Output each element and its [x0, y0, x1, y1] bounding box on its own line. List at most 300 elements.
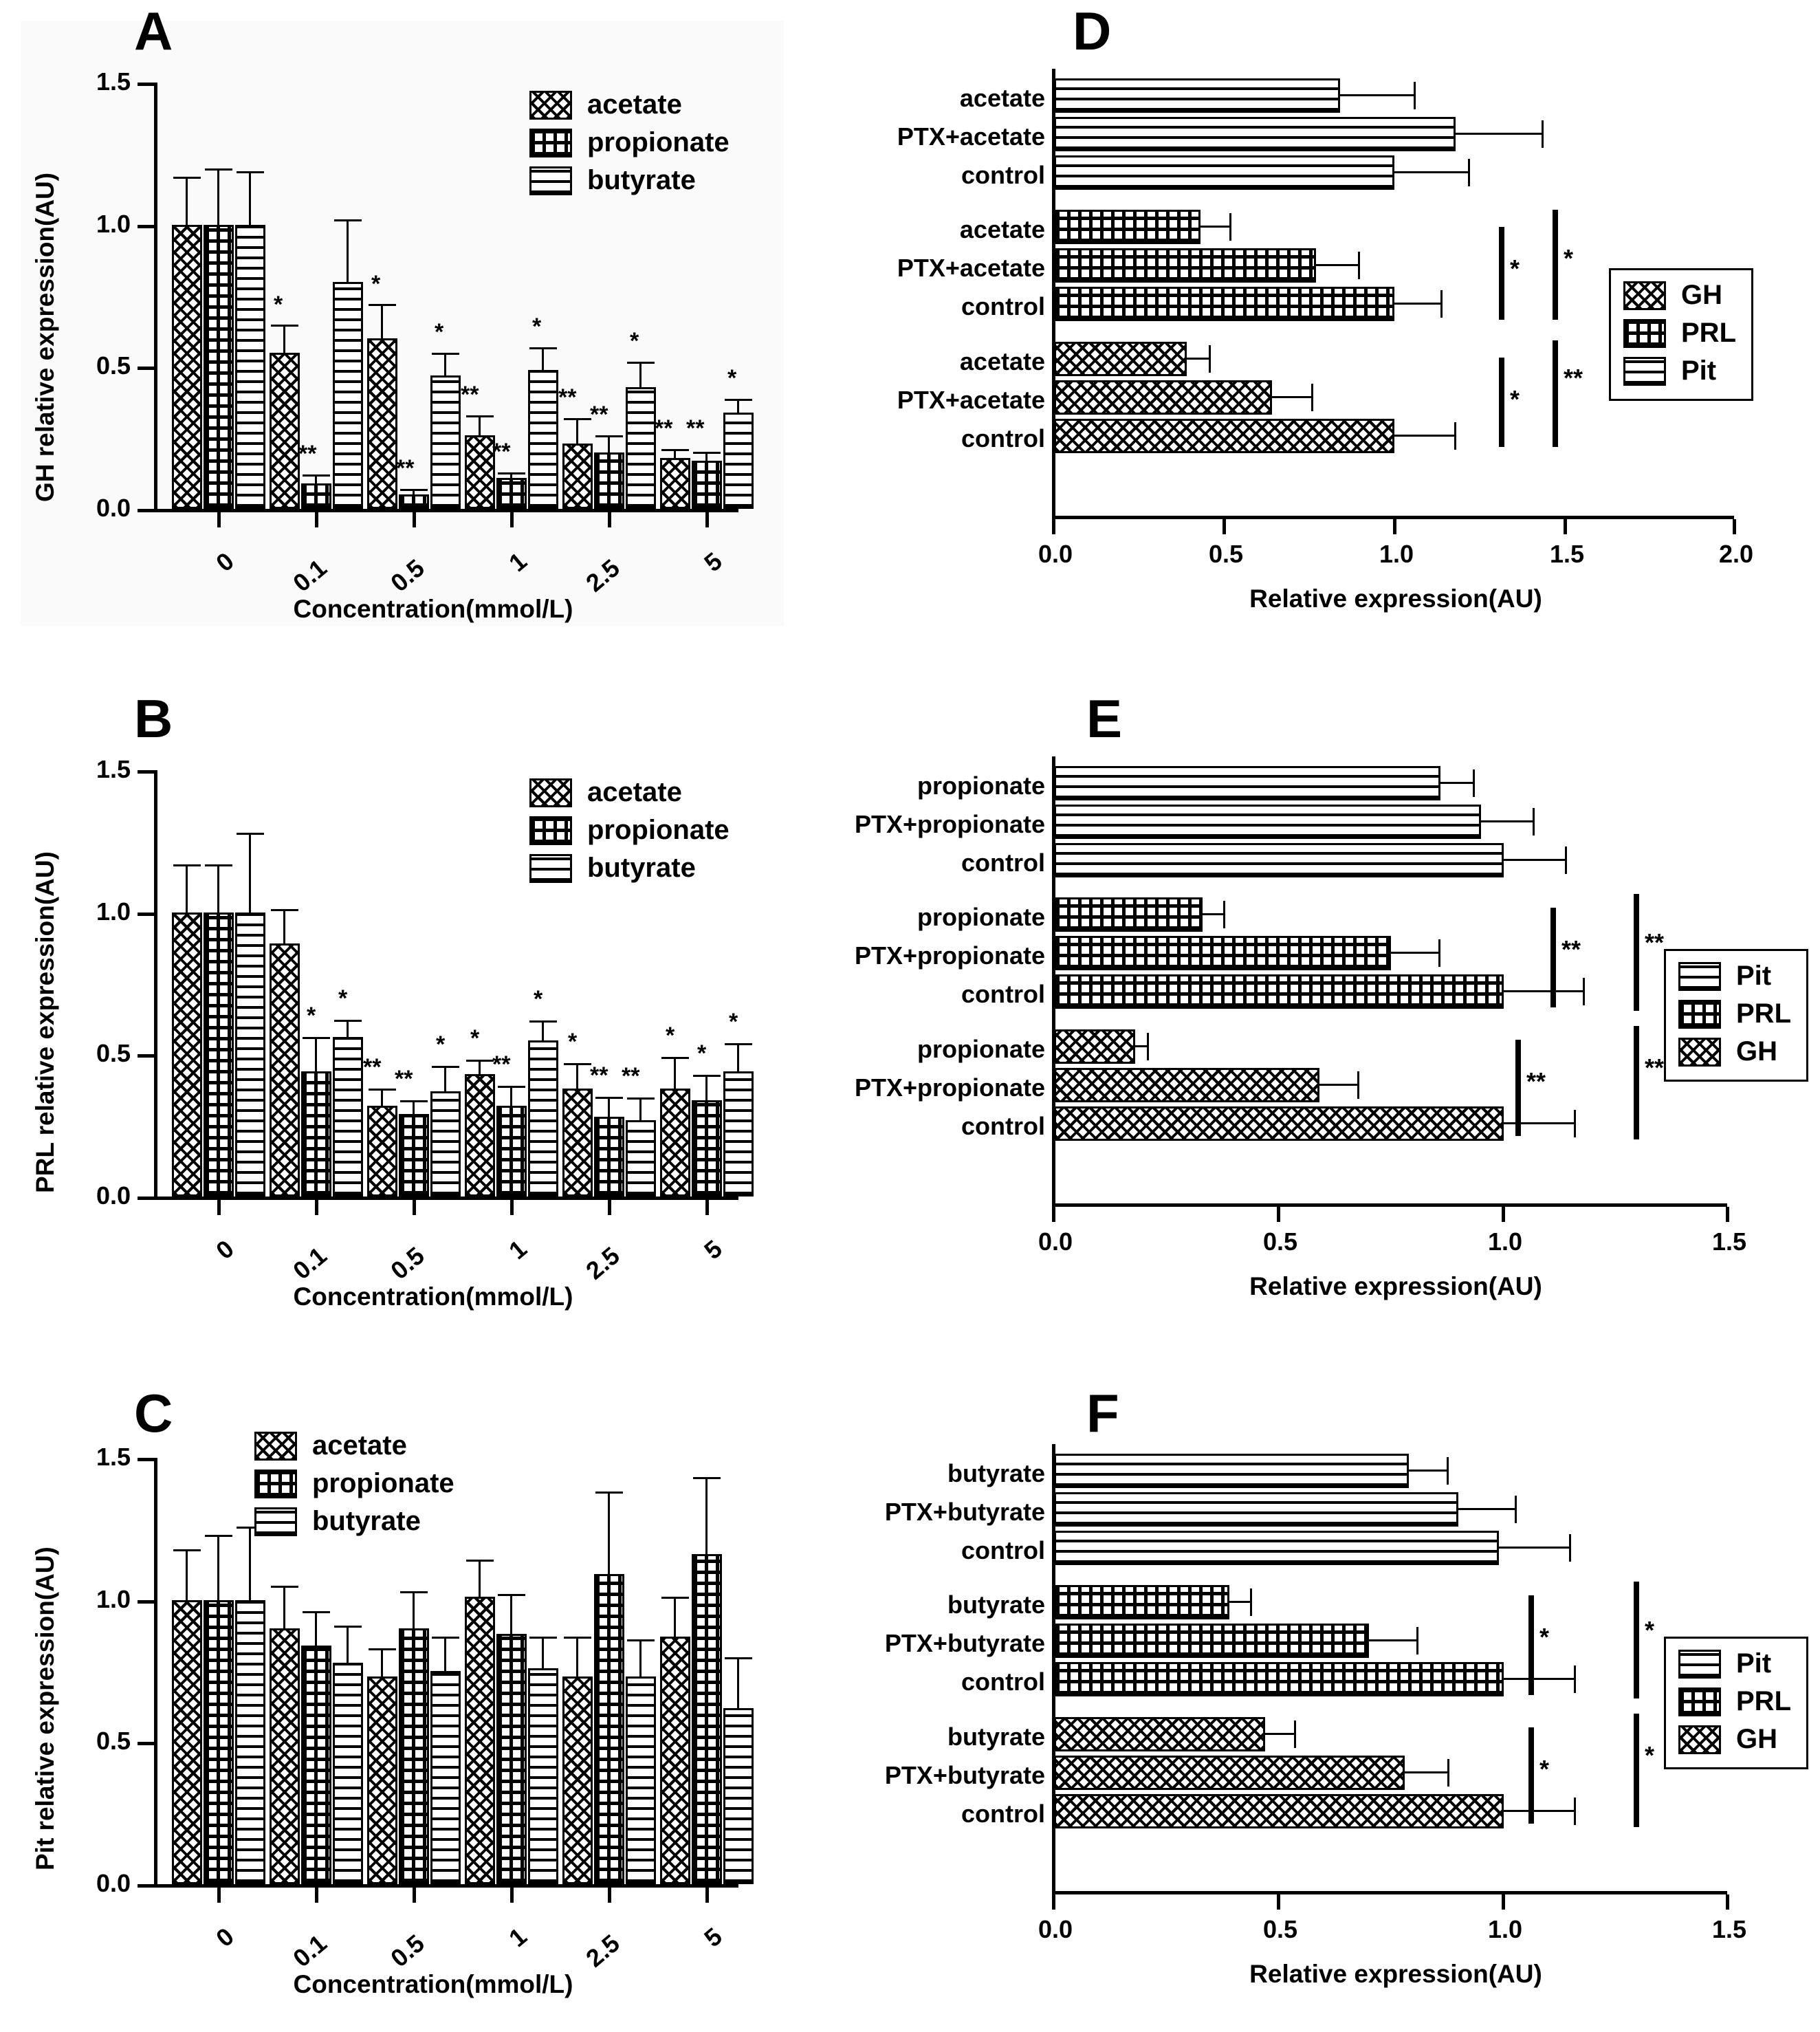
hbar-prl-butyrate: [1054, 1585, 1229, 1619]
errorbar: [217, 864, 219, 913]
legend-swatch-acetate: [529, 91, 572, 120]
panel-a-ylabel: GH relative expression(AU): [31, 172, 59, 502]
bar-butyrate-0: [235, 1600, 265, 1884]
panel-c-xtick: [608, 1888, 611, 1903]
panel-a-xtick-label: 0.5: [385, 553, 430, 598]
bar-acetate-0: [172, 913, 202, 1197]
panel-b-yaxis: [154, 770, 157, 1197]
legend-item-prl: [1678, 998, 1791, 1029]
hbar-gh-ptx-acetate: [1054, 380, 1272, 415]
legend-item-prl: [1623, 318, 1736, 349]
bar-propionate-0: [204, 913, 234, 1197]
panel-c-xaxis: [154, 1884, 738, 1888]
panel-a-letter: A: [134, 1, 173, 61]
panel-c-xtick-label: 1: [503, 1921, 532, 1953]
bar-butyrate-2: [430, 1091, 461, 1197]
errorbar-cap: [237, 171, 264, 173]
sig-marker: *: [1510, 385, 1520, 413]
hbar-label: PTX+butyrate: [884, 1498, 1045, 1526]
hbar-prl-propionate: [1054, 897, 1203, 932]
errorbar: [1272, 396, 1313, 398]
panel-c-xlabel: Concentration(mmol/L): [293, 1970, 573, 1998]
errorbar-cap: [564, 418, 591, 420]
errorbar: [347, 1020, 349, 1037]
bar-acetate-4: [562, 444, 593, 509]
panel-a-ytick: [138, 225, 155, 228]
bar-acetate-5: [660, 1637, 690, 1884]
legend-item-pit: [1623, 356, 1736, 386]
panel-b-xtick: [315, 1200, 318, 1215]
bar-butyrate-3: [528, 1040, 558, 1197]
sig-marker: **: [395, 1066, 413, 1092]
bar-propionate-1: [301, 483, 331, 509]
errorbar: [737, 1043, 739, 1071]
sig-marker: *: [1645, 1616, 1655, 1644]
errorbar-cap: [661, 449, 689, 451]
sig-marker: *: [697, 1040, 707, 1067]
errorbar: [705, 1075, 708, 1100]
hbar-prl-control: [1054, 1662, 1504, 1696]
hbar-label: control: [961, 1668, 1045, 1696]
panel-d-letter: D: [1073, 1, 1112, 61]
bar-propionate-3: [496, 1634, 527, 1884]
hbar-label: PTX+acetate: [897, 122, 1045, 151]
sig-marker: *: [534, 986, 543, 1012]
sig-marker: **: [1645, 928, 1665, 957]
panel-c-ytick: [138, 1884, 155, 1888]
legend-item-acetate: [254, 1430, 454, 1461]
hbar-label: PTX+butyrate: [884, 1761, 1045, 1789]
panel-b: [0, 688, 791, 1327]
legend-label-prl: PRL: [1736, 998, 1791, 1029]
hbar-label: propionate: [917, 903, 1045, 931]
errorbar: [1458, 1508, 1517, 1510]
hbar-label: control: [961, 980, 1045, 1008]
errorbar: [479, 415, 481, 435]
panel-e-xlabel: Relative expression(AU): [1249, 1272, 1542, 1300]
hbar-label: propionate: [917, 772, 1045, 800]
bar-acetate-1: [270, 1628, 300, 1884]
errorbar: [639, 362, 642, 387]
errorbar: [705, 1477, 708, 1554]
sig-marker: **: [298, 441, 317, 467]
panel-c-xtick: [413, 1888, 416, 1903]
hbar-label: butyrate: [947, 1591, 1045, 1619]
errorbar-cap: [303, 1611, 330, 1613]
bar-acetate-0: [172, 1600, 202, 1884]
legend-label-acetate: acetate: [312, 1430, 407, 1461]
errorbar-cap: [334, 1626, 362, 1628]
errorbar-cap: [432, 353, 459, 355]
errorbar: [381, 1648, 383, 1676]
significance-bar: [1634, 1026, 1639, 1139]
errorbar-cap: [661, 1597, 689, 1599]
sig-marker: *: [436, 1031, 446, 1058]
panel-a-ytick-label: 0.0: [96, 494, 131, 522]
sig-marker: **: [1564, 364, 1583, 392]
panel-c-xtick: [510, 1888, 514, 1903]
bar-propionate-4: [594, 1117, 624, 1197]
panel-c-yaxis: [154, 1458, 157, 1884]
sig-marker: *: [729, 1009, 738, 1035]
errorbar: [347, 1626, 349, 1663]
bar-acetate-4: [562, 1089, 593, 1197]
legend-label-prl: PRL: [1736, 1686, 1791, 1716]
errorbar: [1369, 1639, 1418, 1641]
panel-e-letter: E: [1086, 688, 1123, 749]
panel-c-ytick: [138, 1458, 155, 1461]
panel-d-xtick: [1393, 519, 1396, 534]
errorbar: [542, 1020, 544, 1040]
errorbar: [1481, 820, 1535, 822]
hbar-label: PTX+propionate: [854, 1073, 1045, 1102]
errorbar-cap: [400, 1591, 428, 1593]
bar-propionate-0: [204, 1600, 234, 1884]
panel-b-xtick-label: 0: [210, 1234, 239, 1265]
errorbar: [1265, 1733, 1296, 1735]
panel-e: [811, 688, 1820, 1327]
errorbar: [315, 1037, 317, 1071]
legend-item-acetate: [529, 89, 730, 120]
panel-b-xtick: [413, 1200, 416, 1215]
hbar-label: control: [961, 1112, 1045, 1140]
legend-item-gh: [1678, 1724, 1791, 1755]
bar-propionate-3: [496, 1106, 527, 1197]
legend-swatch-butyrate: [529, 166, 572, 195]
panel-c-ytick-label: 0.5: [96, 1727, 131, 1755]
errorbar-cap: [1416, 1627, 1418, 1654]
panel-a-xtick-label: 0: [210, 546, 239, 578]
errorbar-cap: [595, 1097, 623, 1099]
legend-swatch-pit: [1678, 962, 1721, 991]
bar-butyrate-1: [333, 282, 363, 509]
hbar-label: control: [961, 424, 1045, 452]
errorbar: [1504, 859, 1567, 861]
panel-c-xtick-label: 5: [699, 1921, 727, 1953]
errorbar-cap: [369, 1089, 396, 1091]
panel-d-xtick: [1564, 519, 1567, 534]
panel-b-letter: B: [134, 688, 173, 749]
hbar-label: control: [961, 161, 1045, 189]
bar-propionate-1: [301, 1071, 331, 1197]
errorbar-cap: [564, 1637, 591, 1639]
sig-marker: *: [568, 1029, 578, 1055]
sig-marker: *: [371, 271, 381, 297]
hbar-gh-ptx-butyrate: [1054, 1756, 1405, 1790]
bar-butyrate-4: [626, 387, 656, 509]
panel-d-xtick-label: 0.5: [1208, 540, 1244, 568]
errorbar-cap: [693, 1477, 721, 1479]
errorbar: [381, 1089, 383, 1106]
panel-c-ylabel: Pit relative expression(AU): [31, 1547, 59, 1870]
panel-b-ytick: [138, 913, 155, 916]
panel-a-ytick-label: 1.0: [96, 210, 131, 238]
panel-f-xlabel: Relative expression(AU): [1249, 1960, 1542, 1988]
bar-propionate-2: [399, 494, 429, 509]
errorbar-cap: [1357, 1071, 1359, 1099]
bar-propionate-0: [204, 225, 234, 509]
hbar-pit-control: [1054, 1531, 1499, 1565]
panel-a-xtick: [217, 512, 221, 527]
panel-f-xtick: [1277, 1894, 1280, 1910]
hbar-label: control: [961, 1800, 1045, 1828]
errorbar: [576, 418, 578, 444]
significance-bar: [1528, 1727, 1534, 1824]
errorbar-cap: [498, 472, 525, 474]
legend-item-gh: [1678, 1036, 1791, 1067]
panel-a-xtick: [705, 512, 709, 527]
hbar-pit-acetate: [1054, 78, 1340, 113]
sig-marker: **: [492, 439, 511, 465]
panel-a-xtick-label: 5: [699, 546, 727, 578]
errorbar-cap: [1440, 290, 1443, 318]
errorbar-cap: [271, 909, 298, 911]
errorbar: [542, 1637, 544, 1668]
panel-f-legend: [1664, 1637, 1808, 1769]
legend-label-butyrate: butyrate: [587, 853, 696, 883]
bar-acetate-4: [562, 1676, 593, 1884]
bar-acetate-3: [465, 1074, 495, 1197]
errorbar-cap: [1454, 422, 1456, 450]
errorbar: [1187, 358, 1211, 360]
sig-marker: *: [307, 1003, 316, 1029]
errorbar: [444, 1066, 446, 1091]
errorbar: [1394, 171, 1470, 173]
errorbar: [413, 1591, 415, 1628]
legend-swatch-acetate: [254, 1432, 297, 1461]
hbar-gh-acetate: [1054, 342, 1187, 376]
significance-bar: [1550, 908, 1556, 1007]
hbar-prl-ptx-propionate: [1054, 936, 1391, 970]
legend-label-gh: GH: [1736, 1036, 1777, 1067]
errorbar: [1405, 1771, 1449, 1773]
hbar-label: acetate: [959, 347, 1045, 375]
legend-item-butyrate: [529, 853, 730, 884]
errorbar: [347, 219, 349, 282]
panel-b-xlabel: Concentration(mmol/L): [293, 1282, 573, 1311]
bar-butyrate-5: [723, 1708, 754, 1884]
sig-marker: **: [1561, 935, 1581, 963]
panel-a-xtick: [608, 512, 611, 527]
sig-marker: **: [396, 455, 415, 481]
errorbar-cap: [303, 1037, 330, 1039]
legend-label-butyrate: butyrate: [312, 1506, 421, 1536]
errorbar: [576, 1063, 578, 1089]
bar-acetate-5: [660, 1089, 690, 1197]
errorbar-cap: [466, 1060, 494, 1062]
errorbar-cap: [1574, 1665, 1576, 1693]
errorbar-cap: [1574, 1110, 1576, 1137]
panel-a-xtick-label: 2.5: [580, 553, 625, 598]
errorbar-cap: [1294, 1720, 1296, 1748]
errorbar-cap: [400, 1100, 428, 1102]
panel-d-xtick-label: 2.0: [1718, 540, 1754, 568]
panel-e-xtick: [1502, 1207, 1505, 1222]
hbar-pit-ptx-butyrate: [1054, 1492, 1458, 1527]
errorbar-cap: [725, 399, 752, 401]
errorbar-cap: [205, 864, 232, 866]
panel-f-xtick: [1502, 1894, 1505, 1910]
errorbar: [186, 864, 188, 913]
errorbar: [608, 1492, 610, 1574]
bar-propionate-2: [399, 1628, 429, 1884]
panel-b-xtick-label: 0.1: [287, 1241, 332, 1285]
panel-c: [0, 1375, 791, 2015]
errorbar-cap: [1250, 1588, 1252, 1616]
panel-c-xtick-label: 0.5: [385, 1928, 430, 1973]
panel-b-ytick-label: 1.0: [96, 897, 131, 926]
errorbar: [1409, 1470, 1449, 1472]
panel-e-legend: [1664, 949, 1808, 1082]
significance-bar: [1499, 227, 1504, 320]
errorbar: [283, 325, 285, 353]
sig-marker: **: [363, 1054, 382, 1080]
sig-marker: *: [1645, 1741, 1655, 1769]
errorbar: [1394, 435, 1456, 437]
legend-swatch-pit: [1678, 1650, 1721, 1679]
errorbar: [413, 1100, 415, 1114]
bar-acetate-2: [367, 338, 397, 509]
errorbar: [737, 1657, 739, 1708]
hbar-pit-ptx-propionate: [1054, 805, 1481, 839]
errorbar: [510, 1594, 512, 1634]
bar-acetate-5: [660, 458, 690, 509]
errorbar-cap: [1438, 939, 1440, 967]
bar-propionate-4: [594, 1574, 624, 1884]
errorbar-cap: [369, 304, 396, 306]
panel-a-xtick: [315, 512, 318, 527]
errorbar-cap: [173, 1549, 201, 1551]
sig-marker: *: [727, 365, 737, 391]
legend-swatch-gh: [1623, 281, 1666, 310]
errorbar-cap: [1468, 159, 1470, 186]
sig-marker: *: [338, 985, 348, 1012]
legend-swatch-prl: [1678, 1687, 1721, 1716]
panel-a-ytick: [138, 83, 155, 86]
hbar-prl-ptx-acetate: [1054, 248, 1316, 283]
legend-item-propionate: [529, 127, 730, 158]
panel-b-ylabel: PRL relative expression(AU): [31, 851, 59, 1193]
errorbar-cap: [1542, 120, 1544, 148]
significance-bar: [1528, 1595, 1534, 1695]
legend-label-pit: Pit: [1681, 356, 1717, 386]
panel-b-xtick: [608, 1200, 611, 1215]
panel-d-legend: [1609, 268, 1753, 401]
panel-b-ytick: [138, 1197, 155, 1200]
legend-item-pit: [1678, 961, 1791, 992]
panel-c-ytick-label: 0.0: [96, 1869, 131, 1897]
hbar-pit-control: [1054, 155, 1394, 190]
hbar-label: propionate: [917, 1035, 1045, 1063]
panel-b-xtick-label: 5: [699, 1234, 727, 1265]
errorbar: [1391, 952, 1440, 954]
sig-marker: **: [622, 1063, 640, 1089]
panel-c-ytick: [138, 1600, 155, 1604]
panel-c-letter: C: [134, 1383, 173, 1443]
panel-d-xtick: [1223, 519, 1226, 534]
errorbar: [1440, 782, 1475, 784]
panel-a-xtick: [510, 512, 514, 527]
errorbar-cap: [1358, 252, 1360, 279]
bar-butyrate-4: [626, 1120, 656, 1197]
significance-bar: [1515, 1040, 1521, 1136]
panel-f-xtick-label: 1.5: [1711, 1915, 1747, 1943]
errorbar: [249, 1527, 251, 1600]
errorbar-cap: [725, 1657, 752, 1659]
errorbar-cap: [303, 474, 330, 477]
errorbar: [1394, 303, 1443, 305]
errorbar-cap: [205, 168, 232, 171]
bar-butyrate-0: [235, 913, 265, 1197]
bar-butyrate-4: [626, 1676, 656, 1884]
hbar-gh-propionate: [1054, 1029, 1135, 1064]
legend-label-propionate: propionate: [587, 815, 730, 845]
sig-marker: *: [1539, 1623, 1550, 1651]
sig-marker: **: [686, 415, 705, 441]
panel-d-xtick: [1052, 519, 1055, 534]
errorbar: [315, 1611, 317, 1646]
hbar-prl-acetate: [1054, 210, 1200, 244]
errorbar: [737, 399, 739, 413]
panel-f-xtick-label: 0.0: [1038, 1915, 1073, 1943]
legend-label-pit: Pit: [1736, 961, 1772, 991]
bar-butyrate-1: [333, 1663, 363, 1884]
legend-item-propionate: [254, 1468, 454, 1499]
errorbar: [1504, 1678, 1576, 1680]
errorbar: [639, 1639, 642, 1676]
panel-e-xtick-label: 0.0: [1038, 1227, 1073, 1256]
legend-label-butyrate: butyrate: [587, 165, 696, 195]
legend-label-gh: GH: [1681, 280, 1722, 310]
panel-e-xtick-label: 1.0: [1487, 1227, 1523, 1256]
legend-swatch-butyrate: [254, 1507, 297, 1536]
panel-f-xtick-label: 0.5: [1262, 1915, 1298, 1943]
panel-c-xtick: [217, 1888, 221, 1903]
errorbar-cap: [627, 1097, 655, 1100]
bar-butyrate-2: [430, 1671, 461, 1884]
errorbar-cap: [466, 1560, 494, 1562]
errorbar-cap: [466, 415, 494, 417]
errorbar-cap: [529, 1020, 557, 1023]
errorbar: [479, 1060, 481, 1074]
panel-c-ytick: [138, 1742, 155, 1745]
errorbar: [674, 1597, 676, 1637]
significance-bar: [1553, 210, 1558, 320]
legend-item-propionate: [529, 815, 730, 846]
panel-b-xtick-label: 2.5: [580, 1241, 625, 1285]
errorbar-cap: [1473, 769, 1475, 797]
panel-d-xtick-label: 1.0: [1379, 540, 1414, 568]
legend-swatch-propionate: [529, 816, 572, 845]
errorbar: [186, 177, 188, 225]
errorbar-cap: [173, 177, 201, 179]
panel-a-legend: [529, 89, 730, 203]
errorbar-cap: [529, 347, 557, 349]
sig-marker: **: [492, 1051, 511, 1078]
hbar-label: PTX+propionate: [854, 810, 1045, 838]
hbar-label: acetate: [959, 84, 1045, 112]
hbar-label: butyrate: [947, 1459, 1045, 1487]
legend-item-butyrate: [529, 165, 730, 196]
hbar-label: PTX+butyrate: [884, 1629, 1045, 1657]
legend-item-prl: [1678, 1686, 1791, 1717]
errorbar-cap: [334, 1020, 362, 1022]
significance-bar: [1499, 358, 1504, 447]
panel-a-xaxis: [154, 509, 738, 512]
panel-e-xtick: [1277, 1207, 1280, 1222]
panel-c-ytick-label: 1.5: [96, 1443, 131, 1471]
errorbar-cap: [498, 1594, 525, 1596]
